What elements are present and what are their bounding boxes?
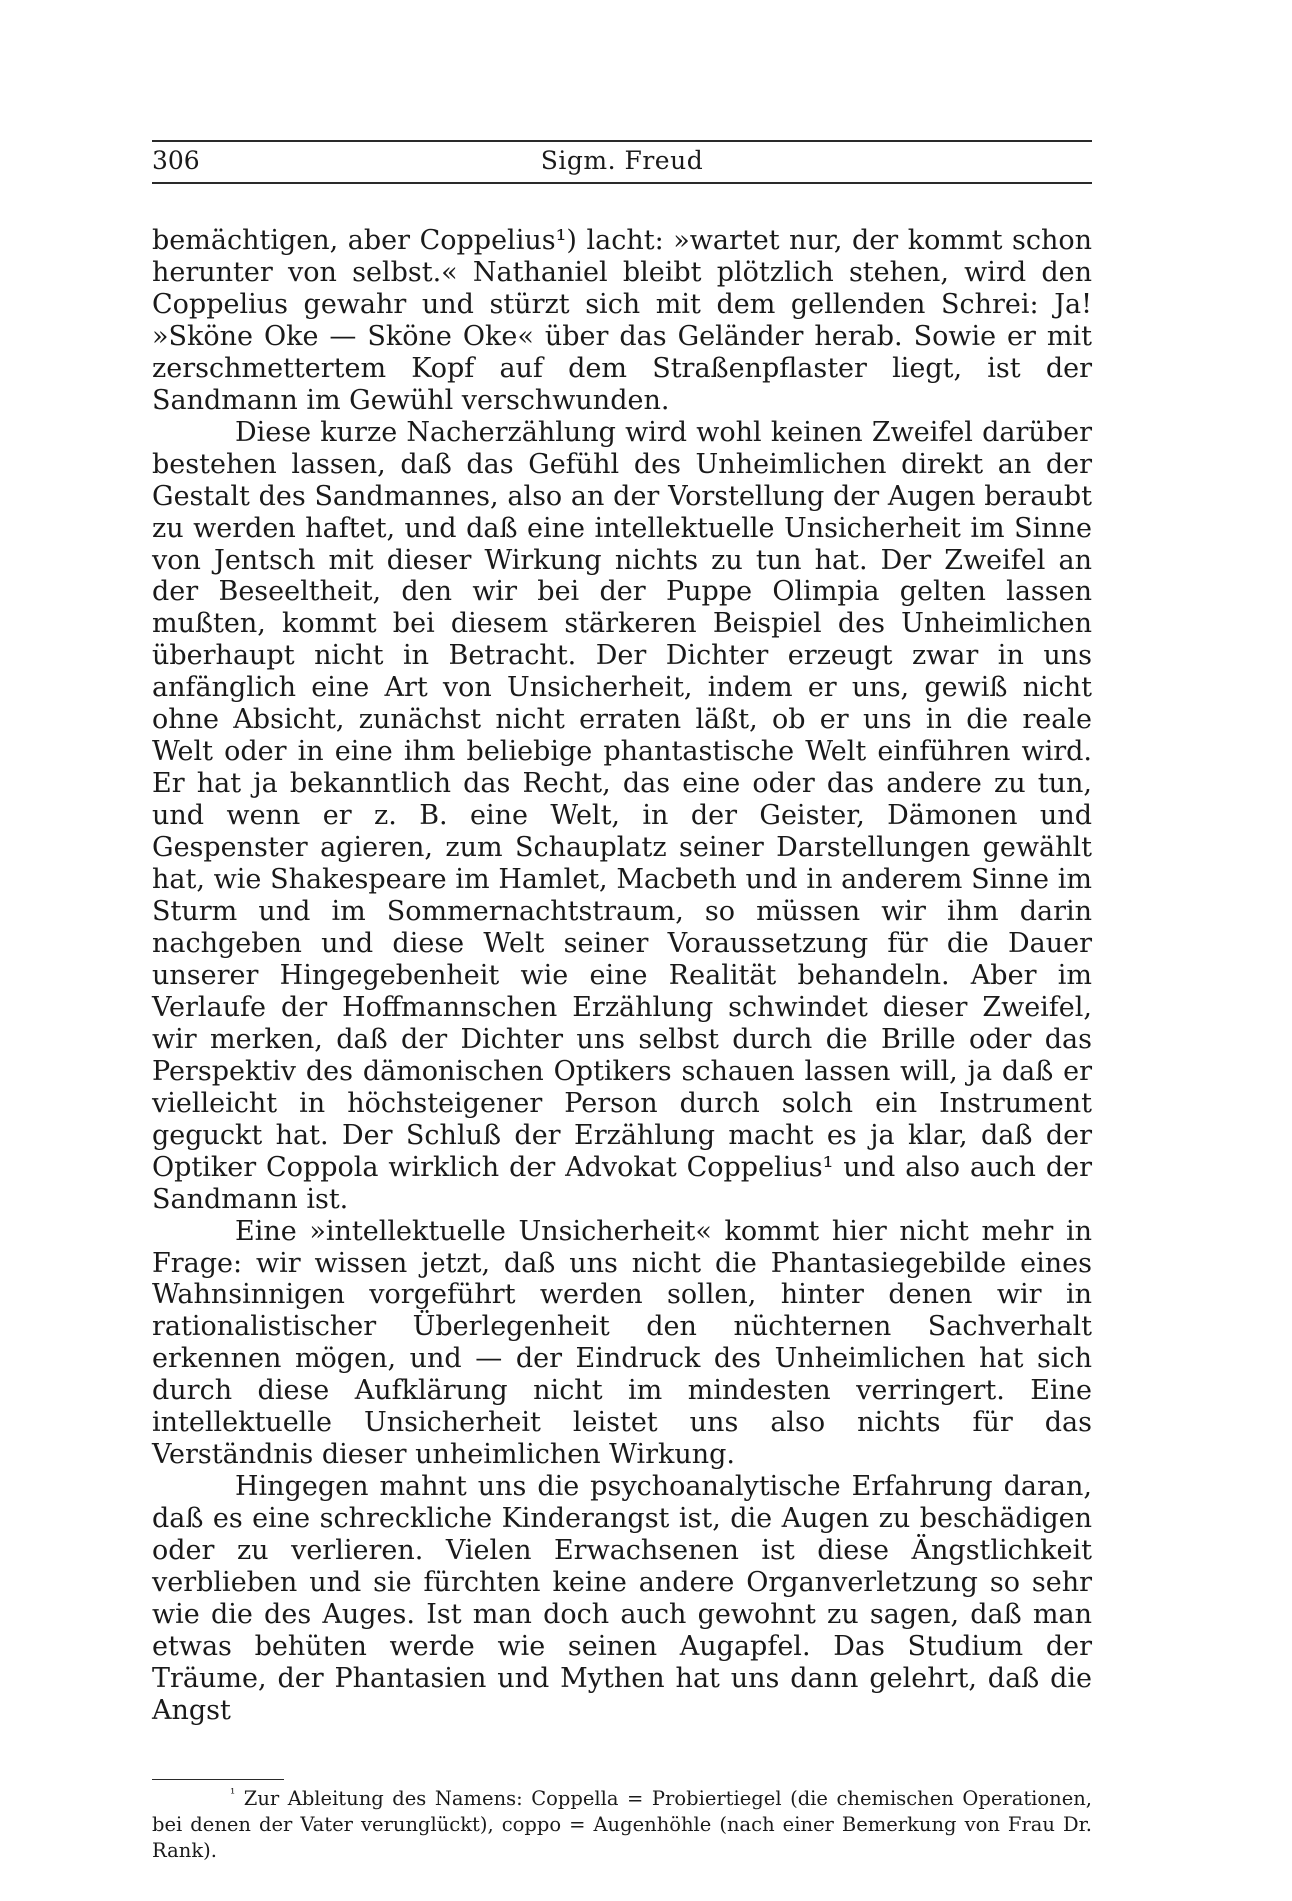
paragraph: Hingegen mahnt uns die psychoanalytische Erfahrung daran, daß es eine schreckliche Kinderangst ist, die Augen zu beschädigen oder zu verlieren. Vielen Erwachsenen ist diese Ängstlichkeit verblieben und sie fürchten keine andere Organverletzung so sehr wie die des Auges. Ist man doch auch gewohnt zu sagen, daß man etwas behüten werde wie seinen Augapfel. Das Studium der Träume, der Phantasien und Mythen hat uns dann gelehrt, daß die Angst — [152, 1471, 1092, 1726]
footnote-text: Zur Ableitung des Namens: Coppella = Probiertiegel (die chemischen Operationen, bei denen der Vater verunglückt), coppo = Augenhöhle (nach einer Bemerkung von Frau Dr. Rank). — [152, 1787, 1092, 1862]
page-header — [152, 140, 1092, 182]
page-number: 306 — [152, 146, 200, 175]
paragraph: bemächtigen, aber Coppelius¹) lacht: »wartet nur, der kommt schon herunter von selbst.« Nathaniel bleibt plötzlich stehen, wird den Coppelius gewahr und stürzt sich mit dem gellenden Schrei: Ja! »Sköne Oke — Sköne Oke« über das Geländer herab. Sowie er mit zerschmettertem Kopf auf dem Straßenpflaster liegt, ist der Sandmann im Gewühl verschwunden. — [152, 225, 1092, 416]
footnote-rule — [152, 1779, 284, 1780]
body-text — [152, 225, 1092, 1727]
running-head: Sigm. Freud — [540, 146, 704, 175]
header-rule-bottom — [152, 182, 1092, 184]
footnote — [152, 1786, 1092, 1864]
footnote-marker: ¹ — [230, 1786, 236, 1802]
book-page — [152, 0, 1092, 1901]
paragraph: Diese kurze Nacherzählung wird wohl keinen Zweifel darüber bestehen lassen, daß das Gefühl des Unheimlichen direkt an der Gestalt des Sandmannes, also an der Vorstellung der Augen beraubt zu werden haftet, und daß eine intellektuelle Unsicherheit im Sinne von Jentsch mit dieser Wirkung nichts zu tun hat. Der Zweifel an der Beseeltheit, den wir bei der Puppe Olimpia gelten lassen mußten, kommt bei diesem stärkeren Beispiel des Unheimlichen überhaupt nicht in Betracht. Der Dichter erzeugt zwar in uns anfänglich eine Art von Unsicherheit, indem er uns, gewiß nicht ohne Absicht, zunächst nicht erraten läßt, ob er uns in die reale Welt oder in eine ihm beliebige phantastische Welt einführen wird. Er hat ja bekanntlich das Recht, das eine oder das andere zu tun, und wenn er z. B. eine Welt, in der Geister, Dämonen und Gespenster agieren, zum Schauplatz seiner Darstellungen gewählt hat, wie Shakespeare im Hamlet, Macbeth und in anderem Sinne im Sturm und im Sommernachtstraum, so müssen wir ihm darin nachgeben und diese Welt seiner Voraussetzung für die Dauer unserer Hingegebenheit wie eine Realität behandeln. Aber im Verlaufe der Hoffmannschen Erzählung schwindet dieser Zweifel, wir merken, daß der Dichter uns selbst durch die Brille oder das Perspektiv des dämonischen Optikers schauen lassen will, ja daß er vielleicht in höchsteigener Person durch solch ein Instrument geguckt hat. Der Schluß der Erzählung macht es ja klar, daß der Optiker Coppola wirklich der Advokat Coppelius¹ und also auch der Sandmann ist. — [152, 416, 1092, 1215]
paragraph: Eine »intellektuelle Unsicherheit« kommt hier nicht mehr in Frage: wir wissen jetzt, daß uns nicht die Phantasiegebilde eines Wahnsinnigen vorgeführt werden sollen, hinter denen wir in rationalistischer Überlegenheit den nüchternen Sachverhalt erkennen mögen, und — der Eindruck des Unheimlichen hat sich durch diese Aufklärung nicht im mindesten verringert. Eine intellektuelle Unsicherheit leistet uns also nichts für das Verständnis dieser unheimlichen Wirkung. — [152, 1215, 1092, 1471]
